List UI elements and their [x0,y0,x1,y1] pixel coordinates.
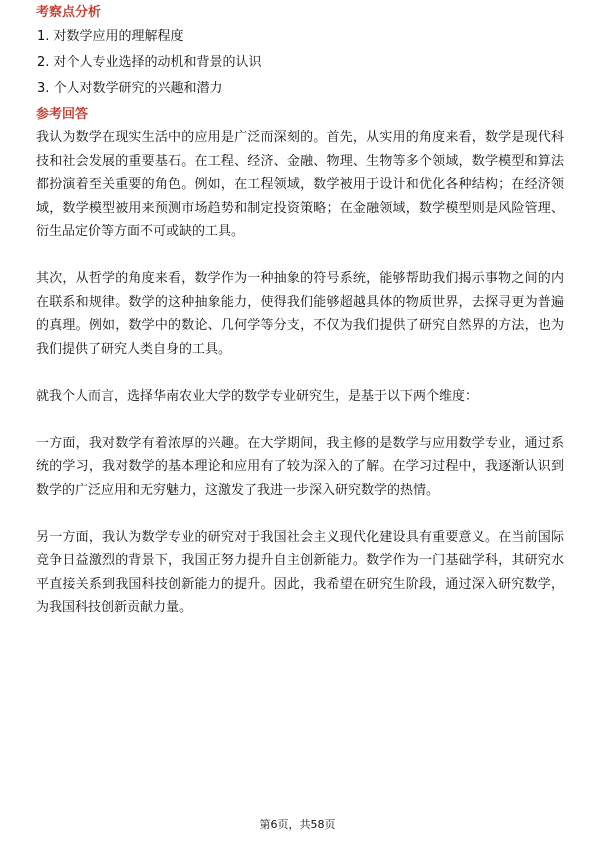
analysis-point: 3. 个人对数学研究的兴趣和潜力 [37,81,223,96]
answer-paragraph: 另一方面，我认为数学专业的研究对于我国社会主义现代化建设具有重要意义。在当前国际竞争日益激烈的背景下，我国正努力提升自主创新能力。数学作为一门基础学科，其研究水平直接关系到我国科技创新能力的提升。因此，我希望在研究生阶段，通过深入研究数学，为我国科技创新贡献力量。 [36,529,564,615]
analysis-point: 1. 对数学应用的理解程度 [37,29,184,44]
section-heading-analysis: 考察点分析 [36,5,102,20]
page-number-footer: 第6页，共58页 [259,818,336,831]
paragraph-gap [36,502,564,526]
paragraph-gap [36,408,564,432]
analysis-points-list [36,24,564,102]
analysis-point: 2. 对个人专业选择的动机和背景的认识 [37,55,262,70]
answer-paragraph: 就我个人而言，选择华南农业大学的数学专业研究生，是基于以下两个维度： [36,388,479,404]
answer-paragraph: 一方面，我对数学有着浓厚的兴趣。在大学期间，我主修的是数学与应用数学专业，通过系统的学习，我对数学的基本理论和应用有了较为深入的了解。在学习过程中，我逐渐认识到数学的广泛应用和无穷魅力，这激发了我进一步深入研究数学的热情。 [36,435,564,498]
page-content [36,2,564,620]
paragraph-gap [36,244,564,268]
answer-paragraph: 其次，从哲学的角度来看，数学作为一种抽象的符号系统，能够帮助我们揭示事物之间的内在联系和规律。数学的这种抽象能力，使得我们能够超越具体的物质世界，去探寻更为普遍的真理。例如，数学中的数论、几何学等分支，不仅为我们提供了研究自然界的方法，也为我们提供了研究人类自身的工具。 [36,271,564,357]
section-heading-answer: 参考回答 [36,107,89,122]
paragraph-gap [36,361,564,385]
answer-paragraph: 我认为数学在现实生活中的应用是广泛而深刻的。首先，从实用的角度来看，数学是现代科技和社会发展的重要基石。在工程、经济、金融、物理、生物等多个领域，数学模型和算法都扮演着至关重要的角色。例如，在工程领域，数学被用于设计和优化各种结构；在经济领域，数学模型被用来预测市场趋势和制定投资策略；在金融领域，数学模型则是风险管理、衍生品定价等方面不可或缺的工具。 [36,130,564,239]
